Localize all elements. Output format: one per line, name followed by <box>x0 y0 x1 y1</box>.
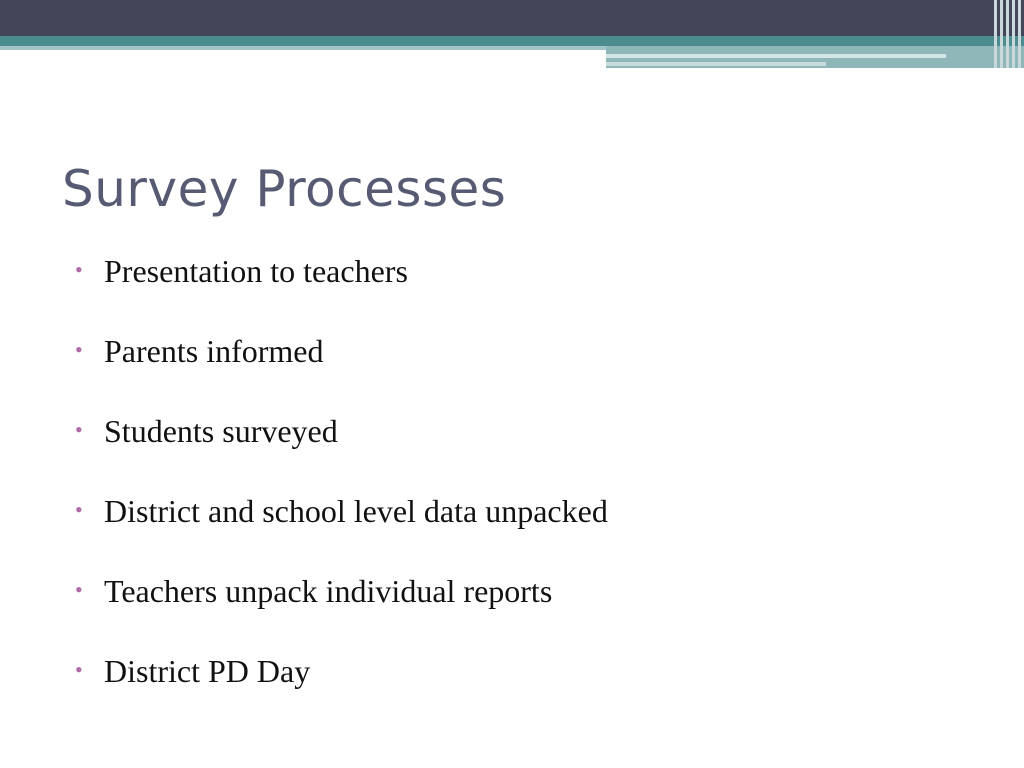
bullet-item <box>74 490 608 570</box>
bullet-marker-icon: • <box>75 417 83 442</box>
bullet-text: Presentation to teachers <box>104 253 408 289</box>
header-band-stripes <box>994 0 1024 68</box>
bullet-text: Students surveyed <box>104 413 338 449</box>
bullet-item <box>74 250 608 330</box>
bullet-item <box>74 650 608 730</box>
header-band-dark <box>0 0 1024 36</box>
bullet-item <box>74 330 608 410</box>
header-band-accent-line <box>606 54 946 58</box>
header-band-teal <box>0 36 1024 46</box>
header-band-accent-line-2 <box>606 62 826 66</box>
bullet-marker-icon: • <box>75 657 83 682</box>
bullet-item <box>74 570 608 650</box>
slide-title: Survey Processes <box>62 160 507 218</box>
bullet-marker-icon: • <box>75 497 83 522</box>
bullet-text: District and school level data unpacked <box>104 493 608 529</box>
header-band-teal-light <box>0 46 606 50</box>
bullet-marker-icon: • <box>75 577 83 602</box>
bullet-text: Parents informed <box>104 333 324 369</box>
bullet-item <box>74 410 608 490</box>
bullet-text: District PD Day <box>104 653 311 689</box>
bullet-list <box>74 250 608 730</box>
bullet-text: Teachers unpack individual reports <box>104 573 553 609</box>
bullet-marker-icon: • <box>75 257 83 282</box>
bullet-marker-icon: • <box>75 337 83 362</box>
